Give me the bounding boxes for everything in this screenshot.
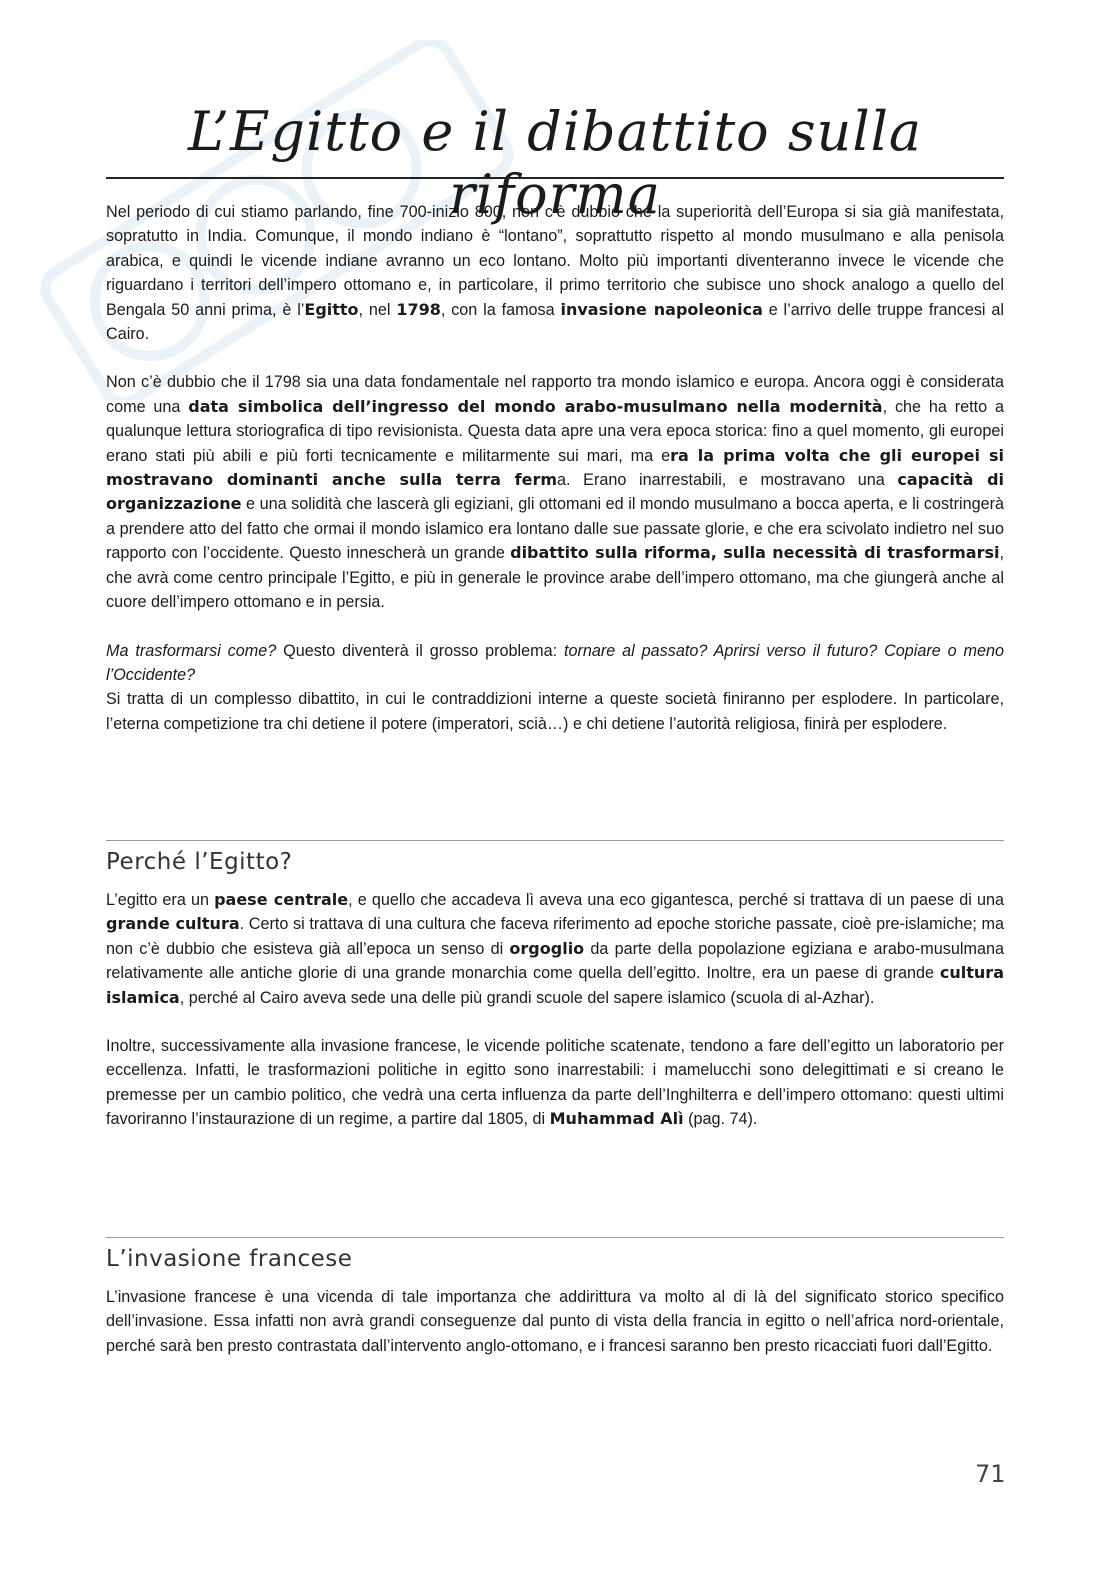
- section2-paragraph-1: [106, 1285, 1004, 1358]
- italic-text: Ma trasformarsi come?: [106, 641, 277, 660]
- bold-text: 1798: [396, 299, 441, 319]
- italic-text: tornare al passato? Aprirsi verso il futuro? Copiare o meno l’Occidente?: [106, 641, 1005, 684]
- section-divider-2: [106, 1237, 1004, 1238]
- text-run: L’invasione francese è una vicenda di tale importanza che addirittura va molto al di là del significato storico specifico dell’invasione. Essa infatti non avrà grandi conseguenze dal punto di vista della francia in egitto o nell’africa nord-orientale, perché sarà ben presto contrastata dall’intervento anglo-ottomano, e i francesi saranno ben presto ricacciati fuori dall’Egitto.: [106, 1288, 1004, 1355]
- text-run: , che ha retto a qualunque lettura storiografica di tipo revisionista. Questa data apre una vera epoca storica: fino a quel momento, gli europei erano stati più abili e più forti tecnicamente e militarmente sui mari, ma e: [106, 397, 1004, 465]
- text-run: Si tratta di un complesso dibattito, in cui le contraddizioni interne a queste società finiranno per esplodere. In particolare, l’eterna competizione tra chi detiene il potere (imperatori, scià…) e chi detiene l’autorità religiosa, finirà per esplodere.: [106, 690, 1004, 733]
- intro-paragraph-1: [106, 200, 1004, 346]
- text-run: , e quello che accadeva lì aveva una eco gigantesca, perché si trattava di un paese di una: [348, 891, 1005, 909]
- section-invasione-francese: [106, 1285, 1004, 1358]
- text-run: . Certo si trattava di una cultura che faceva riferimento ad epoche storiche passate, cioè pre-islamiche; ma non c’è dubbio che esisteva già all’epoca un senso di: [106, 915, 1004, 958]
- text-run: Questo diventerà il grosso problema:: [276, 641, 564, 660]
- text-run: , con la famosa: [440, 300, 561, 319]
- text-run: (pag. 74).: [683, 1110, 758, 1129]
- title-underline: [106, 177, 1004, 179]
- bold-text: capacità di organizzazione: [106, 470, 1005, 514]
- section-perche-egitto: [106, 888, 1004, 1132]
- intro-paragraph-2: [106, 370, 1004, 614]
- text-run: da parte della popolazione egiziana e arabo-musulmana relativamente alle antiche glorie di una grande monarchia come quella dell’egitto. Inoltre, era un paese di grande: [106, 939, 1004, 983]
- text-run: a. Erano inarrestabili, e mostravano una: [557, 471, 898, 490]
- section-heading-perche-egitto: Perché l’Egitto?: [106, 849, 293, 875]
- intro: [106, 200, 1004, 736]
- bold-text: orgoglio: [509, 938, 585, 958]
- section1-paragraph-2: [106, 1034, 1004, 1132]
- bold-text: Egitto: [304, 299, 359, 319]
- bold-text: cultura islamica: [106, 963, 1004, 1007]
- section-heading-invasione-francese: L’invasione francese: [106, 1246, 353, 1272]
- text-run: , perché al Cairo aveva sede una delle più grandi scuole del sapere islamico (scuola di al-Azhar).: [179, 988, 875, 1007]
- text-run: Nel periodo di cui stiamo parlando, fine 700-inizio 800, non c’è dubbio che la superiorità dell’Europa si sia già manifestata, sopratutto in India. Comunque, il mondo indiano è “lontano”, soprattutto rispetto al mondo musulmano e alla penisola arabica, e quindi le vicende indiane avranno un eco lontano. Molto più importanti diventeranno invece le vicende che riguardano i territori dell’impero ottomano e, in particolare, il primo territorio che subisce uno shock analogo a quello del Bengala 50 anni prima, è l’: [106, 203, 1004, 319]
- bold-text: Muhammad Alì: [549, 1109, 684, 1129]
- bold-text: paese centrale: [214, 890, 349, 909]
- intro-paragraph-3: [106, 639, 1004, 688]
- section1-paragraph-1: [106, 888, 1004, 1010]
- bold-text: dibattito sulla riforma, sulla necessità di trasformarsi: [510, 543, 1000, 563]
- bold-text: invasione napoleonica: [560, 299, 763, 319]
- page-number: 71: [975, 1460, 1006, 1488]
- text-run: , che avrà come centro principale l’Egitto, e più in generale le province arabe dell’impero ottomano, ma che giungerà anche al cuore dell’impero ottomano e in persia.: [106, 544, 1005, 612]
- text-run: Non c’è dubbio che il 1798 sia una data fondamentale nel rapporto tra mondo islamico e europa. Ancora oggi è considerata come una: [106, 373, 1004, 416]
- text-run: Inoltre, successivamente alla invasione francese, le vicende politiche scatenate, tendono a fare dell’egitto un laboratorio per eccellenza. Infatti, le trasformazioni politiche in egitto sono inarrestabili: i mamelucchi sono delegittimati e si creano le premesse per un cambio politico, che vedrà una certa influenza da parte dell’Inghilterra e dell’impero ottomano: questi ultimi favoriranno l’instaurazione di un regime, a partire dal 1805, di: [106, 1037, 1004, 1129]
- page-title: L’Egitto e il dibattito sulla riforma: [187, 100, 923, 226]
- bold-text: ra la prima volta che gli europei si mostravano dominanti anche sulla terra ferm: [106, 445, 1004, 490]
- text-run: e una solidità che lascerà gli egiziani, gli ottomani ed il mondo musulmano a bocca aperta, e li costringerà a prendere atto del fatto che ormai il mondo islamico era lontano dalle sue passate glorie, e che era scivolato indietro nel suo rapporto con l’occidente. Questo innescherà un grande: [106, 495, 1004, 563]
- text-run: , nel: [358, 300, 397, 319]
- bold-text: grande cultura: [106, 914, 240, 934]
- intro-paragraph-4: [106, 687, 1004, 736]
- text-run: L’egitto era un: [106, 891, 215, 909]
- text-run: e l’arrivo delle truppe francesi al Cairo.: [106, 300, 1004, 344]
- section-divider-1: [106, 840, 1004, 841]
- bold-text: data simbolica dell’ingresso del mondo arabo-musulmano nella modernità: [188, 396, 883, 416]
